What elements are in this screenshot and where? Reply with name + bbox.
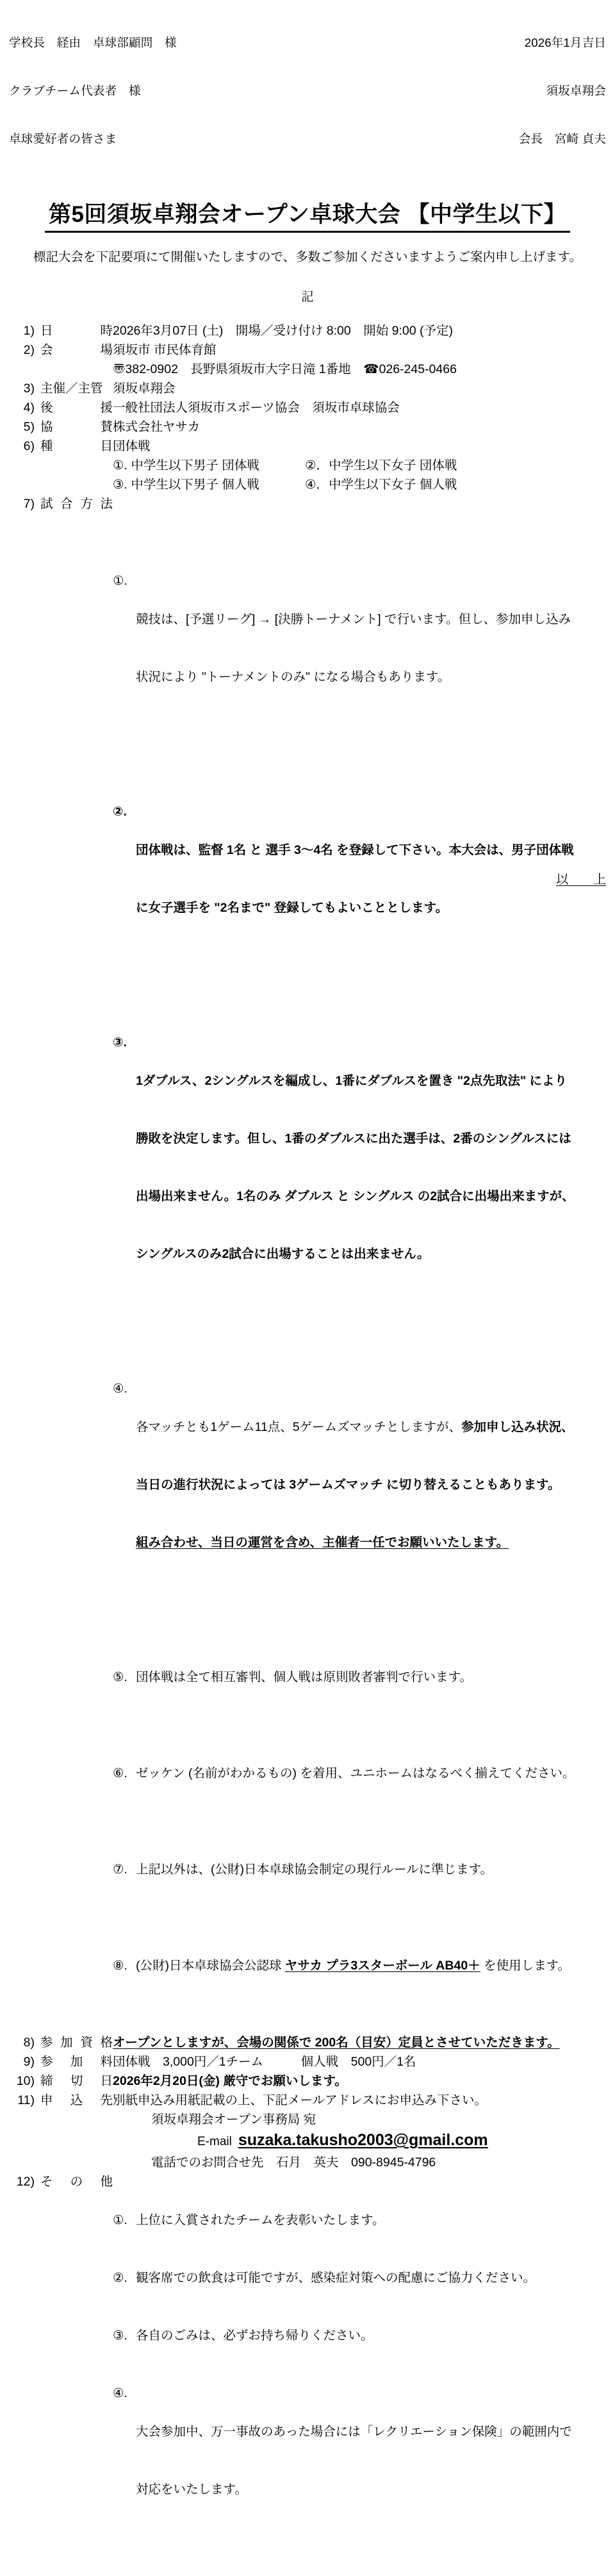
- item-number: 4): [23, 401, 35, 415]
- official-ball-name: ヤサカ プラ3スターボール AB40＋: [284, 1959, 480, 1973]
- rule-line: 団体戦は全て相互審判、個人戦は原則敗者審判で行います。: [136, 1670, 472, 1685]
- item-value-match-rules: [113, 494, 606, 2033]
- item-number: 3): [23, 381, 35, 396]
- item-label-support: 後 援: [40, 401, 113, 415]
- header-chairman: 会長 宮崎 貞夫: [518, 132, 606, 146]
- item-label-match-rules: 試 合 方 法: [40, 497, 113, 512]
- item-number: 5): [23, 420, 35, 435]
- rule-marker: ⑥.: [113, 1766, 127, 1781]
- item-number: 6): [23, 439, 35, 454]
- item-row-application: [9, 2091, 606, 2110]
- item-number: 8): [23, 2036, 35, 2050]
- item-row-fee: [9, 2052, 606, 2071]
- header-date: 2026年1月吉日: [524, 36, 606, 49]
- venue-phone: 026-245-0466: [379, 362, 457, 377]
- rule-item: [113, 1033, 606, 1302]
- rule-marker: ①.: [113, 574, 127, 589]
- item-value-venue: 須坂市 市民体育館: [113, 343, 217, 358]
- other-line: 対応をいたします。: [136, 2482, 247, 2497]
- rule-marker: ③.: [113, 1035, 127, 1050]
- item-value-fee: 団体戦 3,000円／1チーム 個人戦 500円／1名: [113, 2055, 416, 2070]
- ki-marker: 記: [301, 290, 314, 305]
- item-row-events: [9, 437, 606, 456]
- events-sub-row: [9, 475, 606, 494]
- item-number: 7): [23, 497, 35, 512]
- event-option: ②．中学生以下女子 団体戦: [305, 458, 457, 473]
- item-value-organizer: 須坂卓翔会: [113, 381, 176, 396]
- item-value-application: 別紙申込み用紙記載の上、下記メールアドレスにお申込み下さい。: [113, 2093, 488, 2108]
- other-line: 上位に入賞されたチームを表彰いたします。: [136, 2213, 385, 2228]
- rule-line: 上記以外は、(公財)日本卓球協会制定の現行ルールに準じます。: [136, 1862, 493, 1877]
- page-title: 第5回須坂卓翔会オープン卓球大会 【中学生以下】: [45, 201, 570, 233]
- venue-postal-address: 382-0902 長野県須坂市大字日滝 1番地: [125, 362, 351, 377]
- rule-line: 出場出来ません。1名のみ ダブルス と シングルス の2試合に出場出来ますが、: [136, 1189, 575, 1204]
- other-item: [113, 2268, 606, 2287]
- item-row-venue: [9, 340, 606, 360]
- items-list: [9, 321, 606, 2576]
- rule-line: 状況により "トーナメントのみ" になる場合もあります。: [136, 670, 450, 685]
- event-option: ①. 中学生以下男子 団体戦: [113, 458, 259, 473]
- rule-line: ゼッケン (名前がわかるもの) を着用、ユニホームはなるべく揃えてください。: [136, 1766, 575, 1781]
- item-number: 1): [23, 324, 35, 339]
- item-value-sponsor: 株式会社ヤサカ: [113, 420, 201, 435]
- event-option: ③. 中学生以下男子 個人戦: [113, 478, 259, 492]
- item-row-support: [9, 398, 606, 417]
- item-value-support: 一般社団法人須坂市スポーツ協会 須坂市卓球協会: [113, 401, 400, 415]
- item-number: 9): [23, 2055, 35, 2070]
- item-number: 11): [17, 2093, 35, 2108]
- rule-line: 団体戦は、監督 1名 と 選手 3～4名 を登録して下さい。本大会は、男子団体戦: [136, 843, 574, 858]
- item-label-venue: 会 場: [40, 343, 113, 358]
- item-value-deadline: 2026年2月20日(金) 厳守でお願いします。: [113, 2074, 347, 2089]
- rule-marker: ④.: [113, 1382, 127, 1396]
- rule-line: (公財)日本卓球協会公認球 ヤサカ プラ3スターボール AB40＋ を使用します。: [136, 1959, 571, 1973]
- lead-paragraph: 標記大会を下記要項にて開催いたしますので、多数ご参加くださいますようご案内申し上げます。: [33, 249, 582, 264]
- item-row-eligibility: [9, 2033, 606, 2052]
- item-label-application: 申 込 先: [40, 2093, 113, 2108]
- item-number: 2): [23, 343, 35, 358]
- application-office-line: [9, 2110, 606, 2129]
- rule-marker: ⑦.: [113, 1862, 127, 1877]
- rule-item: [113, 1956, 606, 1975]
- item-label-events: 種 目: [40, 439, 113, 454]
- rule-line: 各マッチとも1ゲーム11点、5ゲームズマッチとしますが、参加申し込み状況、: [136, 1420, 574, 1435]
- email-label: E-mail: [197, 2135, 232, 2149]
- header-addressee-line: 卓球愛好者の皆さま: [9, 132, 117, 146]
- other-line: 各自のごみは、必ずお持ち帰りください。: [136, 2329, 373, 2343]
- other-item: [113, 2211, 606, 2230]
- item-value-other: [113, 2172, 606, 2576]
- item-value-eligibility: オープンとしますが、会場の関係で 200名（目安）定員とさせていただきます。: [113, 2036, 560, 2050]
- rule-line: に女子選手を "2名まで" 登録してもよいこととします。: [136, 901, 448, 916]
- other-marker: ④.: [113, 2386, 127, 2401]
- rule-item: [113, 1860, 606, 1879]
- rule-line: シングルスのみ2試合に出場することは出来ません。: [136, 1247, 430, 1262]
- item-row-other: [9, 2172, 606, 2576]
- rule-marker: ②.: [113, 805, 127, 819]
- item-label-other: そ の 他: [40, 2175, 113, 2189]
- other-line: 観客席での飲食は可能ですが、感染症対策への配慮にご協力ください。: [136, 2271, 536, 2286]
- other-marker: ③.: [113, 2329, 127, 2343]
- rule-item: [113, 1379, 606, 1591]
- item-row-organizer: [9, 379, 606, 398]
- contact-phone-line: 電話でのお問合せ先 石月 英夫 090-8945-4796: [151, 2155, 436, 2170]
- rule-item: [113, 1764, 606, 1783]
- item-number: 12): [16, 2175, 35, 2189]
- header-organization: 須坂卓翔会: [546, 84, 606, 97]
- venue-address-line: [9, 360, 606, 379]
- rule-line: 勝敗を決定します。但し、1番のダブルスに出た選手は、2番のシングルスには: [136, 1132, 571, 1146]
- telephone-icon: ☎: [363, 362, 379, 377]
- item-value-events: 団体戦: [113, 439, 151, 454]
- postal-mark-icon: 〠: [113, 362, 126, 377]
- item-label-sponsor: 協 賛: [40, 420, 113, 435]
- rule-line: 組み合わせ、当日の運営を含め、主催者一任でお願いいたします。: [136, 1535, 509, 1550]
- other-item: [113, 2326, 606, 2345]
- other-line: 大会参加中、万一事故のあった場合には「レクリエーション保険」の範囲内で: [136, 2425, 572, 2439]
- application-email-row: [9, 2129, 606, 2153]
- other-item: [113, 2384, 606, 2538]
- item-label-deadline: 締 切 日: [40, 2074, 113, 2089]
- other-marker: ②.: [113, 2271, 127, 2286]
- item-value-date: 2026年3月07日 (土) 開場／受け付け 8:00 開始 9:00 (予定): [113, 324, 453, 339]
- header-addressees: [9, 3, 177, 179]
- item-label-organizer: 主催／主管: [40, 381, 103, 396]
- rule-marker: ⑧.: [113, 1959, 127, 1973]
- rule-line: 当日の進行状況によっては 3ゲームズマッチ に切り替えることもあります。: [136, 1478, 561, 1493]
- rule-item: [113, 571, 606, 725]
- item-label-fee: 参 加 料: [40, 2055, 113, 2070]
- title-container: [9, 201, 606, 233]
- event-option: ④．中学生以下女子 個人戦: [305, 478, 457, 492]
- rule-marker: ⑤.: [113, 1670, 127, 1685]
- item-row-date: [9, 321, 606, 340]
- rule-line: 競技は、[予選リーグ] → [決勝トーナメント] で行います。但し、参加申し込み: [136, 612, 571, 627]
- item-row-sponsor: [9, 417, 606, 437]
- application-office: 須坂卓翔会オープン事務局 宛: [151, 2112, 316, 2127]
- item-row-match-rules: [9, 494, 606, 2033]
- rule-item: [113, 1668, 606, 1687]
- item-row-deadline: [9, 2071, 606, 2091]
- events-sub-row: [9, 456, 606, 475]
- application-phone-row: [9, 2153, 606, 2172]
- rule-line: 1ダブルス、2シングルスを編成し、1番にダブルスを置き "2点先取法" により: [136, 1074, 568, 1089]
- rule-item: [113, 802, 606, 956]
- email-address[interactable]: suzaka.takusho2003@gmail.com: [238, 2131, 488, 2150]
- header-addressee-line: クラブチーム代表者 様: [9, 84, 141, 97]
- document-header: [9, 0, 606, 179]
- other-marker: ①.: [113, 2213, 127, 2228]
- item-label-eligibility: 参 加 資 格: [40, 2036, 113, 2050]
- header-sender: [519, 3, 606, 179]
- item-number: 10): [16, 2074, 35, 2089]
- header-addressee-line: 学校長 経由 卓球部顧問 様: [9, 36, 177, 49]
- closing-marker: 以 上: [555, 873, 606, 887]
- item-label-date: 日 時: [40, 324, 113, 339]
